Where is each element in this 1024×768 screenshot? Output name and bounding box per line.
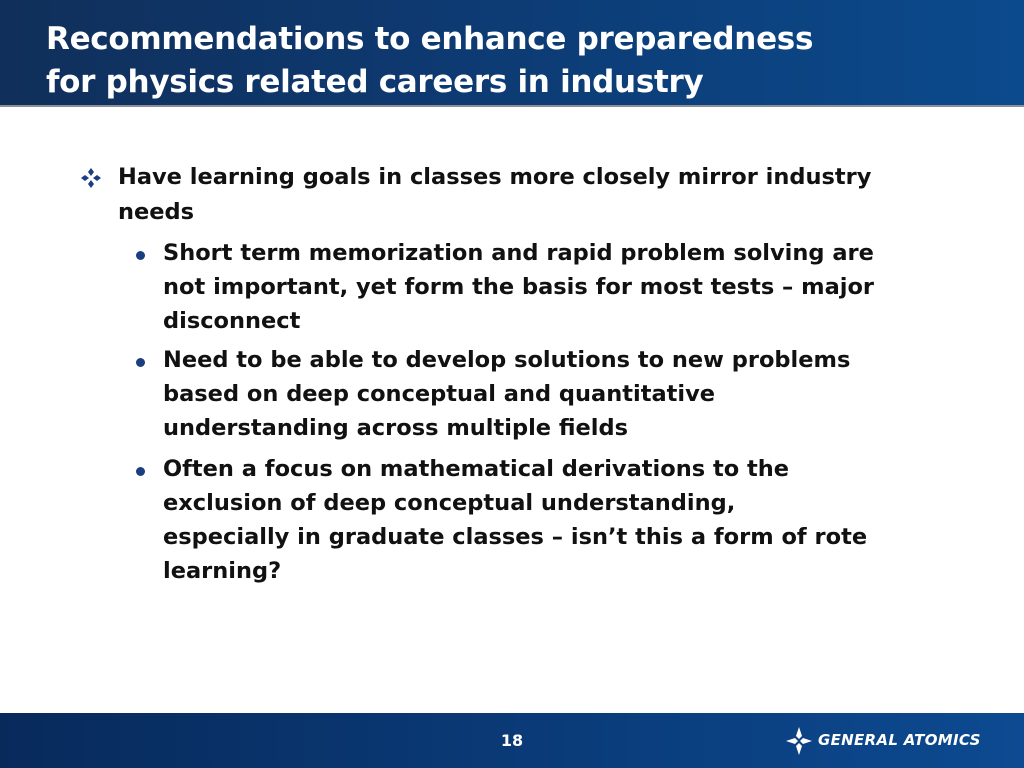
sub-bullet-3-line-2: exclusion of deep conceptual understanding, [163, 490, 736, 516]
slide-footer [0, 713, 1024, 768]
general-atomics-logo-icon [786, 727, 812, 755]
sub-bullet-1-line-1: Short term memorization and rapid problem solving are [163, 240, 874, 266]
sub-bullet-2-line-2: based on deep conceptual and quantitative [163, 381, 716, 407]
sub-bullet-1-line-2: not important, yet form the basis for most tests – major [163, 274, 875, 300]
page-number: 18 [500, 731, 524, 750]
main-bullet-line-1: Have learning goals in classes more closely mirror industry [118, 164, 872, 190]
sub-bullet-dot-icon [136, 251, 145, 260]
sub-bullet-1-line-3: disconnect [163, 308, 301, 334]
sub-bullet-1 [163, 236, 943, 338]
sub-bullet-3-line-1: Often a focus on mathematical derivations to the [163, 456, 790, 482]
sub-bullet-2-line-1: Need to be able to develop solutions to new problems [163, 347, 851, 373]
sub-bullet-3-line-4: learning? [163, 558, 282, 584]
sub-bullet-dot-icon [136, 467, 145, 476]
sub-bullet-3 [163, 452, 943, 588]
diamond-bullet-icon [80, 167, 102, 189]
logo-text: GENERAL ATOMICS [818, 731, 981, 749]
main-bullet-line-2: needs [118, 199, 195, 225]
sub-bullet-2 [163, 343, 943, 445]
sub-bullet-2-line-3: understanding across multiple fields [163, 415, 629, 441]
general-atomics-logo [786, 727, 996, 755]
sub-bullet-3-line-3: especially in graduate classes – isn’t this a form of rote [163, 524, 868, 550]
title-line-2: for physics related careers in industry [46, 64, 704, 100]
sub-bullet-dot-icon [136, 358, 145, 367]
title-line-1: Recommendations to enhance preparedness [46, 21, 814, 57]
main-bullet [118, 160, 938, 230]
